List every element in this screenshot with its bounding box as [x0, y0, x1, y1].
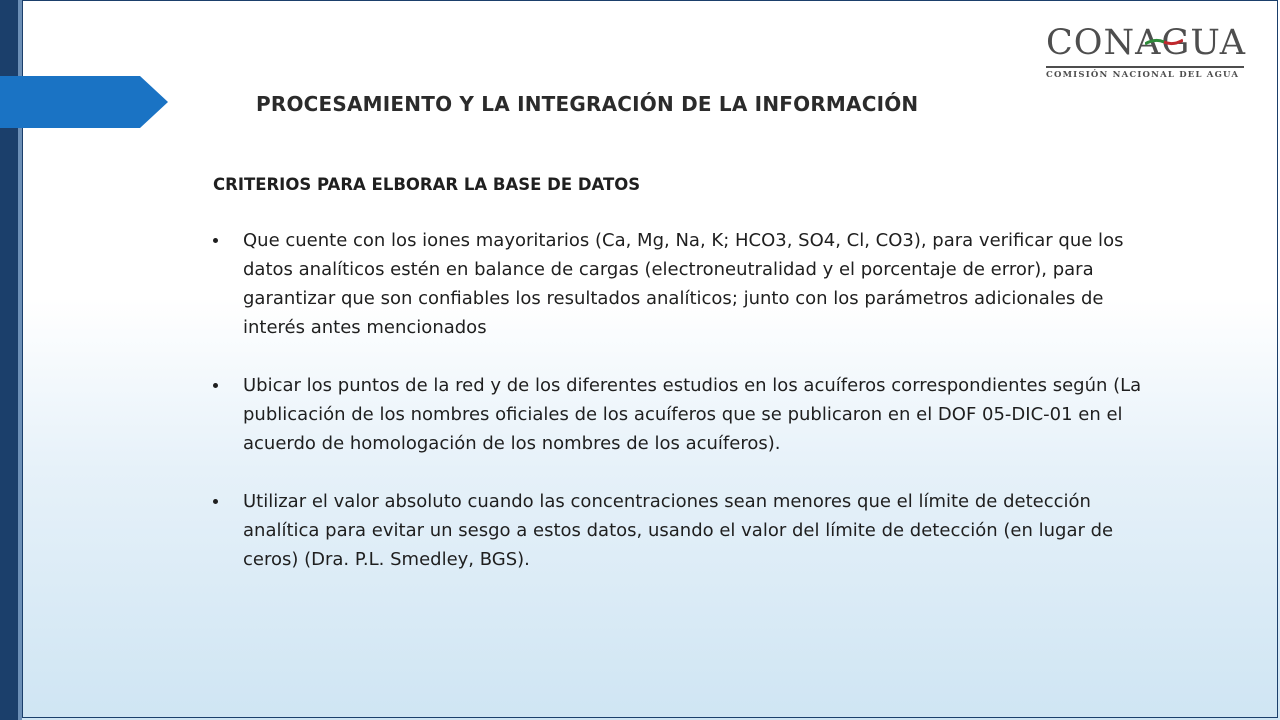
- bullet-dot-icon: [213, 383, 218, 388]
- bullet-item: [213, 487, 1153, 574]
- logo-subtitle: COMISIÓN NACIONAL DEL AGUA: [1046, 70, 1240, 80]
- logo-wordmark: CONAGUA: [1046, 23, 1247, 63]
- slide-content: [213, 175, 1153, 603]
- bullet-item: [213, 371, 1153, 458]
- logo-flag-mark: [1145, 38, 1183, 48]
- bullet-dot-icon: [213, 499, 218, 504]
- logo-divider: [1046, 66, 1244, 68]
- bullet-dot-icon: [213, 238, 218, 243]
- conagua-logo: [1046, 23, 1247, 82]
- accent-arrow-shape: [0, 76, 168, 128]
- bullet-text: Que cuente con los iones mayoritarios (Ca, Mg, Na, K; HCO3, SO4, Cl, CO3), para verificar que los datos analíticos estén en balance de cargas (electroneutralidad y el porcentaje de error), para garantizar que son confiables los resultados analíticos; junto con los parámetros adicionales de interés antes mencionados: [243, 230, 1124, 338]
- bullet-item: [213, 226, 1153, 342]
- section-subtitle: CRITERIOS PARA ELBORAR LA BASE DE DATOS: [213, 175, 641, 194]
- bullet-text: Ubicar los puntos de la red y de los diferentes estudios en los acuíferos correspondientes según (La publicación de los nombres oficiales de los acuíferos que se publicaron en el DOF 05-DIC-01 en el acuerdo de homologación de los nombres de los acuíferos).: [243, 375, 1142, 454]
- slide-title: PROCESAMIENTO Y LA INTEGRACIÓN DE LA INFORMACIÓN: [256, 92, 919, 116]
- bullet-text: Utilizar el valor absoluto cuando las concentraciones sean menores que el límite de detección analítica para evitar un sesgo a estos datos, usando el valor del límite de detección (en lugar de ceros) (Dra. P.L. Smedley, BGS).: [243, 491, 1114, 570]
